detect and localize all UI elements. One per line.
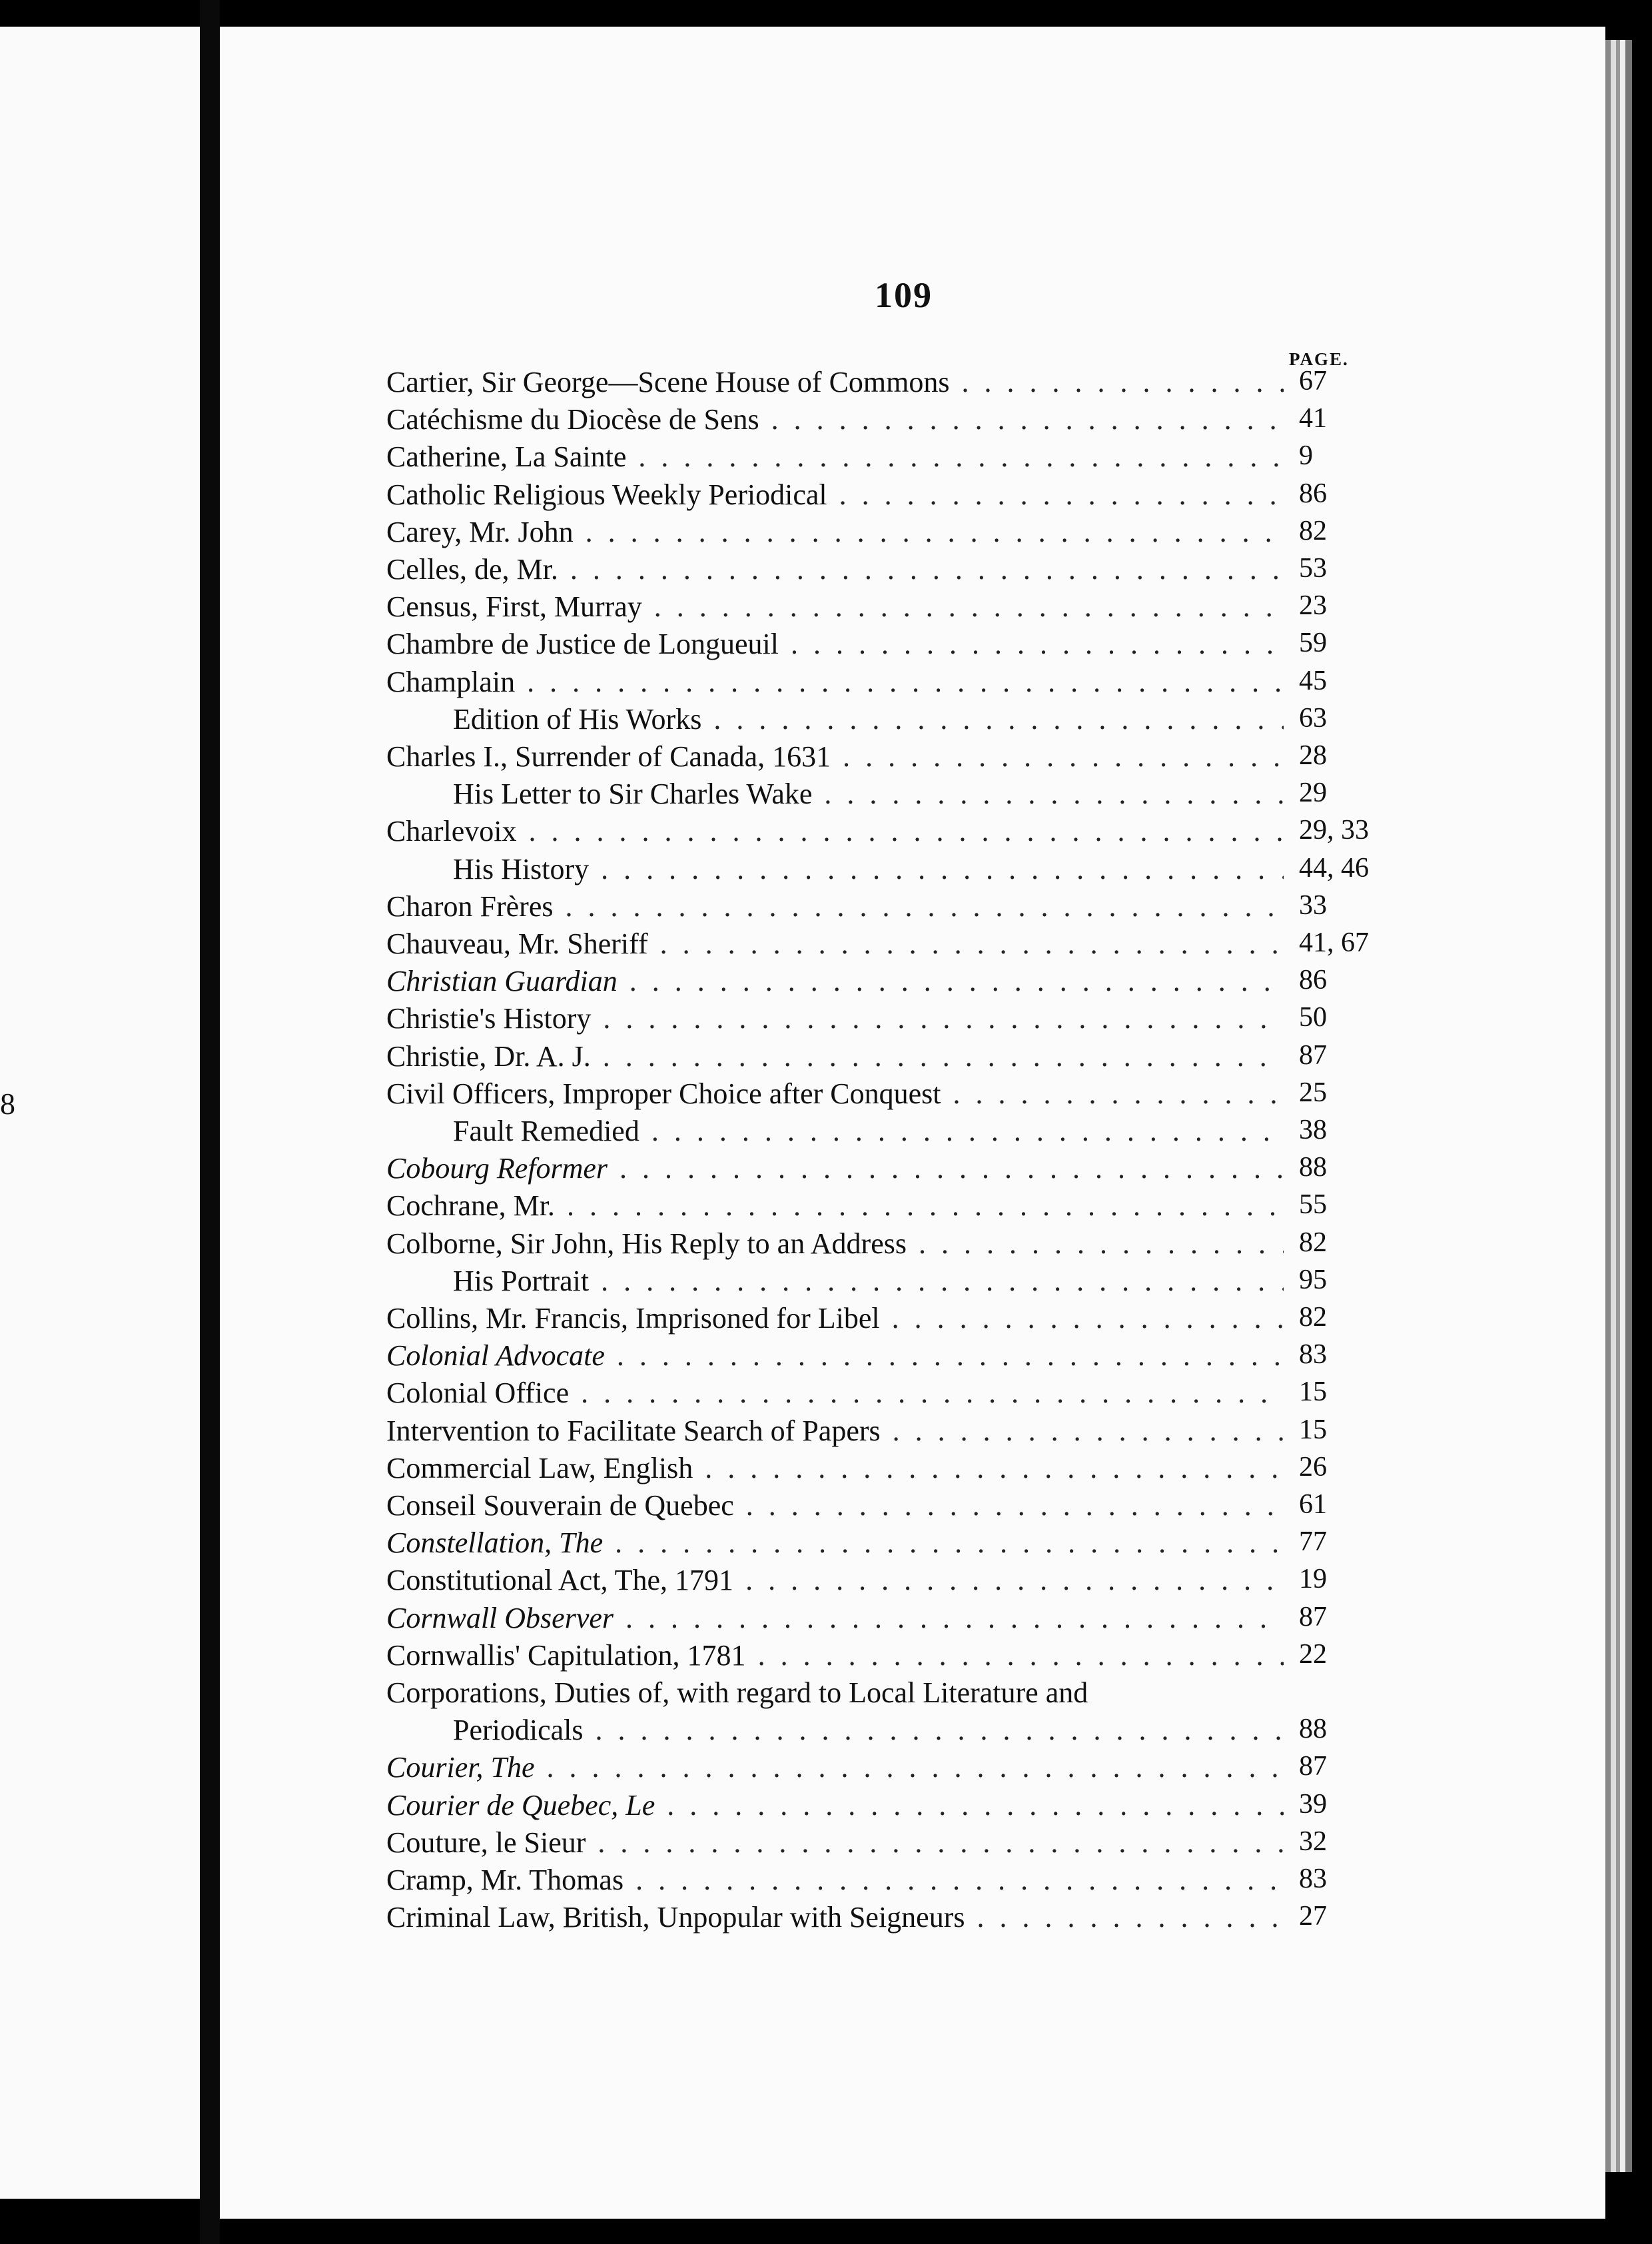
index-entry-pages: 41, 67 bbox=[1299, 927, 1369, 958]
index-entry-pages: 82 bbox=[1299, 1227, 1327, 1258]
index-entry bbox=[386, 1638, 1327, 1676]
index-entry-name: Charlevoix bbox=[386, 815, 517, 848]
index-entry-pages: 67 bbox=[1299, 366, 1327, 396]
dot-leader bbox=[745, 1563, 1284, 1597]
dot-leader bbox=[566, 889, 1284, 923]
dot-leader bbox=[617, 1339, 1284, 1373]
dot-leader bbox=[892, 1301, 1284, 1335]
index-entry-name: Couture, le Sieur bbox=[386, 1826, 586, 1859]
index-entry-name: Christie, Dr. A. J. bbox=[386, 1039, 591, 1073]
index-entry bbox=[386, 1563, 1327, 1600]
index-entry bbox=[386, 402, 1327, 440]
index-entry-pages: 22 bbox=[1299, 1638, 1327, 1670]
index-entry-pages: 38 bbox=[1299, 1115, 1327, 1145]
dot-leader bbox=[824, 777, 1284, 811]
dot-leader bbox=[705, 1451, 1284, 1485]
index-entry-name: Carey, Mr. John bbox=[386, 515, 574, 548]
index-entry bbox=[386, 1339, 1327, 1376]
index-entry-name: Cornwallis' Capitulation, 1781 bbox=[386, 1638, 746, 1672]
index-entry-pages: 32 bbox=[1299, 1826, 1327, 1857]
index-entry-pages: 45 bbox=[1299, 665, 1327, 696]
index-entry-name: Colborne, Sir John, His Reply to an Address bbox=[386, 1227, 907, 1260]
index-entry-name: Christie's History bbox=[386, 1002, 592, 1035]
index-entry-pages: 83 bbox=[1299, 1339, 1327, 1371]
index-entry-pages: 61 bbox=[1299, 1489, 1327, 1520]
index-entry-name: Cobourg Reformer bbox=[386, 1152, 608, 1185]
index-entry-name: Constitutional Act, The, 1791 bbox=[386, 1564, 734, 1597]
dot-leader bbox=[953, 1077, 1284, 1111]
index-entry-name: Corporations, Duties of, with regard to Local Literature and bbox=[386, 1676, 1088, 1709]
index-entry-pages: 26 bbox=[1299, 1451, 1327, 1482]
index-entry-pages: 19 bbox=[1299, 1564, 1327, 1595]
index-entry bbox=[386, 1189, 1327, 1226]
index-entry bbox=[453, 1264, 1327, 1301]
index-entry-name: Chauveau, Mr. Sheriff bbox=[386, 927, 648, 960]
index-entry bbox=[386, 1750, 1327, 1788]
index-entry bbox=[386, 1900, 1327, 1938]
index-entry bbox=[386, 552, 1327, 590]
index-entry-name: Catherine, La Sainte bbox=[386, 440, 627, 474]
index-entry-name: Champlain bbox=[386, 665, 516, 698]
dot-leader bbox=[620, 1151, 1284, 1185]
index-entry-pages: 9 bbox=[1299, 440, 1313, 472]
dot-leader bbox=[596, 1713, 1284, 1747]
index-entry-name: Edition of His Works bbox=[453, 702, 702, 736]
dot-leader bbox=[893, 1414, 1284, 1448]
dot-leader bbox=[546, 1750, 1284, 1784]
index-entry-name: Cochrane, Mr. bbox=[386, 1189, 555, 1223]
index-entry-pages: 88 bbox=[1299, 1152, 1327, 1183]
dot-leader bbox=[567, 1189, 1284, 1223]
index-entry bbox=[386, 1526, 1327, 1563]
index-entry bbox=[386, 515, 1327, 552]
index-entry bbox=[386, 1151, 1327, 1189]
index-entry bbox=[386, 1601, 1327, 1638]
index-entry-name: Courier de Quebec, Le bbox=[386, 1788, 655, 1822]
index-entry-name: Civil Officers, Improper Choice after Conquest bbox=[386, 1077, 941, 1110]
dot-leader bbox=[603, 1039, 1284, 1073]
index-entry-pages: 86 bbox=[1299, 965, 1327, 996]
index-entry-name: Collins, Mr. Francis, Imprisoned for Libel bbox=[386, 1302, 880, 1335]
index-entry-pages: 87 bbox=[1299, 1039, 1327, 1071]
index-entry-name: Cartier, Sir George—Scene House of Commons bbox=[386, 366, 950, 398]
dot-leader bbox=[603, 1001, 1284, 1035]
index-entry-name: His History bbox=[453, 852, 590, 885]
index-entry-pages: 27 bbox=[1299, 1901, 1327, 1932]
index-entry-pages: 82 bbox=[1299, 515, 1327, 546]
dot-leader bbox=[651, 1114, 1284, 1148]
dot-leader bbox=[839, 478, 1284, 512]
index-entry bbox=[453, 777, 1327, 814]
dot-leader bbox=[919, 1227, 1284, 1261]
index-entry-pages: 55 bbox=[1299, 1189, 1327, 1221]
index-entry bbox=[453, 1713, 1327, 1750]
dot-leader bbox=[746, 1488, 1284, 1522]
index-entry bbox=[386, 1488, 1327, 1526]
index-entry bbox=[386, 478, 1327, 515]
index-entry-name: Cornwall Observer bbox=[386, 1601, 614, 1634]
dot-leader bbox=[529, 814, 1284, 848]
dot-leader bbox=[625, 1601, 1284, 1635]
index-entry bbox=[386, 1376, 1327, 1413]
index-entry-pages: 28 bbox=[1299, 740, 1327, 771]
index-entry bbox=[386, 1676, 1296, 1713]
index-entry-pages: 88 bbox=[1299, 1714, 1327, 1745]
index-entry bbox=[386, 1863, 1327, 1900]
dot-leader bbox=[527, 665, 1284, 699]
index-entry bbox=[386, 1451, 1327, 1488]
index-entry bbox=[386, 365, 1327, 402]
index-entry bbox=[386, 627, 1327, 664]
index-entry-pages: 41 bbox=[1299, 403, 1327, 434]
index-entry-pages: 87 bbox=[1299, 1601, 1327, 1632]
page-number: 109 bbox=[875, 275, 933, 315]
index-entry bbox=[386, 1301, 1327, 1339]
dot-leader bbox=[791, 627, 1284, 661]
index-entry bbox=[386, 964, 1327, 1001]
index-entry-pages: 83 bbox=[1299, 1864, 1327, 1894]
index-entry-name: His Portrait bbox=[453, 1264, 590, 1297]
dot-leader bbox=[977, 1900, 1284, 1934]
index-entry-pages: 39 bbox=[1299, 1788, 1327, 1820]
dot-leader bbox=[713, 702, 1284, 736]
dot-leader bbox=[660, 927, 1284, 961]
index-entry bbox=[386, 1788, 1327, 1826]
index-entry-name: Christian Guardian bbox=[386, 965, 618, 998]
dot-leader bbox=[615, 1526, 1284, 1560]
index-entry bbox=[386, 814, 1369, 851]
index-entry bbox=[386, 1001, 1327, 1039]
index-entry-name: Catéchisme du Diocèse de Sens bbox=[386, 403, 759, 436]
index-entry-pages: 53 bbox=[1299, 553, 1327, 584]
dot-leader bbox=[598, 1826, 1284, 1860]
dot-leader bbox=[771, 402, 1284, 436]
index-entry bbox=[453, 852, 1369, 889]
index-entry-name: Census, First, Murray bbox=[386, 590, 642, 624]
index-entry-pages: 95 bbox=[1299, 1264, 1327, 1295]
dot-leader bbox=[654, 590, 1284, 624]
index-entry-pages: 86 bbox=[1299, 478, 1327, 509]
index-entry bbox=[386, 1826, 1327, 1863]
dot-leader bbox=[635, 1863, 1284, 1897]
index-entry bbox=[386, 1414, 1327, 1451]
dot-leader bbox=[638, 440, 1284, 474]
dot-leader bbox=[586, 515, 1284, 549]
index-entry bbox=[386, 1227, 1327, 1264]
index-entry-pages: 44, 46 bbox=[1299, 852, 1369, 883]
dot-leader bbox=[581, 1376, 1284, 1410]
dot-leader bbox=[601, 852, 1284, 886]
index-entry-pages: 29 bbox=[1299, 778, 1327, 809]
index-entry-name: Conseil Souverain de Quebec bbox=[386, 1489, 734, 1522]
dot-leader bbox=[962, 365, 1284, 399]
index-entry bbox=[453, 1114, 1327, 1151]
left-page-fragment: 8 bbox=[0, 1087, 15, 1121]
index-entry-pages: 59 bbox=[1299, 628, 1327, 659]
index-entry-name: Intervention to Facilitate Search of Papers bbox=[386, 1414, 881, 1447]
index-entry-name: Constellation, The bbox=[386, 1526, 604, 1560]
index-entry-pages: 77 bbox=[1299, 1526, 1327, 1558]
index-entry-name: Criminal Law, British, Unpopular with Seigneurs bbox=[386, 1901, 965, 1934]
index-entry-name: Colonial Advocate bbox=[386, 1339, 605, 1373]
index-entry bbox=[386, 665, 1327, 702]
index-entry-pages: 82 bbox=[1299, 1302, 1327, 1333]
index-entry-name: Courier, The bbox=[386, 1751, 535, 1784]
index-entry bbox=[386, 740, 1327, 777]
dot-leader bbox=[758, 1638, 1284, 1672]
index-entry-pages: 33 bbox=[1299, 889, 1327, 921]
dot-leader bbox=[601, 1264, 1284, 1298]
index-entry bbox=[386, 590, 1327, 627]
dot-leader bbox=[667, 1788, 1284, 1822]
dot-leader bbox=[570, 552, 1284, 586]
index-entry bbox=[386, 440, 1313, 477]
index-entry-pages: 25 bbox=[1299, 1077, 1327, 1108]
index-entry-pages: 50 bbox=[1299, 1002, 1327, 1033]
dot-leader bbox=[629, 964, 1284, 998]
index-entry-name: Periodicals bbox=[453, 1714, 584, 1747]
index-entry-name: Celles, de, Mr. bbox=[386, 553, 558, 586]
index-entry-pages: 15 bbox=[1299, 1377, 1327, 1408]
index-entry-pages: 87 bbox=[1299, 1751, 1327, 1782]
index-entry bbox=[453, 702, 1327, 740]
index-entry-name: Charon Frères bbox=[386, 889, 554, 923]
index-entry-name: Commercial Law, English bbox=[386, 1451, 693, 1484]
index-entry-name: Fault Remedied bbox=[453, 1115, 639, 1147]
index-entry-name: Cramp, Mr. Thomas bbox=[386, 1864, 624, 1896]
index-entry bbox=[386, 889, 1327, 927]
index-entry-pages: 15 bbox=[1299, 1414, 1327, 1445]
index-entry-name: Charles I., Surrender of Canada, 1631 bbox=[386, 740, 831, 773]
index-entry-name: Catholic Religious Weekly Periodical bbox=[386, 478, 827, 511]
index-entry-pages: 63 bbox=[1299, 702, 1327, 734]
index-entry-pages: 29, 33 bbox=[1299, 815, 1369, 846]
index-entry bbox=[386, 1039, 1327, 1077]
index-entry bbox=[386, 1077, 1327, 1114]
index-entry-name: His Letter to Sir Charles Wake bbox=[453, 778, 813, 811]
index-entry bbox=[386, 927, 1369, 964]
dot-leader bbox=[843, 740, 1284, 774]
index-entry-pages: 23 bbox=[1299, 590, 1327, 622]
page-column-header: PAGE. bbox=[1289, 349, 1349, 369]
index-entry-name: Colonial Office bbox=[386, 1377, 570, 1410]
index-entry-name: Chambre de Justice de Longueuil bbox=[386, 628, 779, 661]
